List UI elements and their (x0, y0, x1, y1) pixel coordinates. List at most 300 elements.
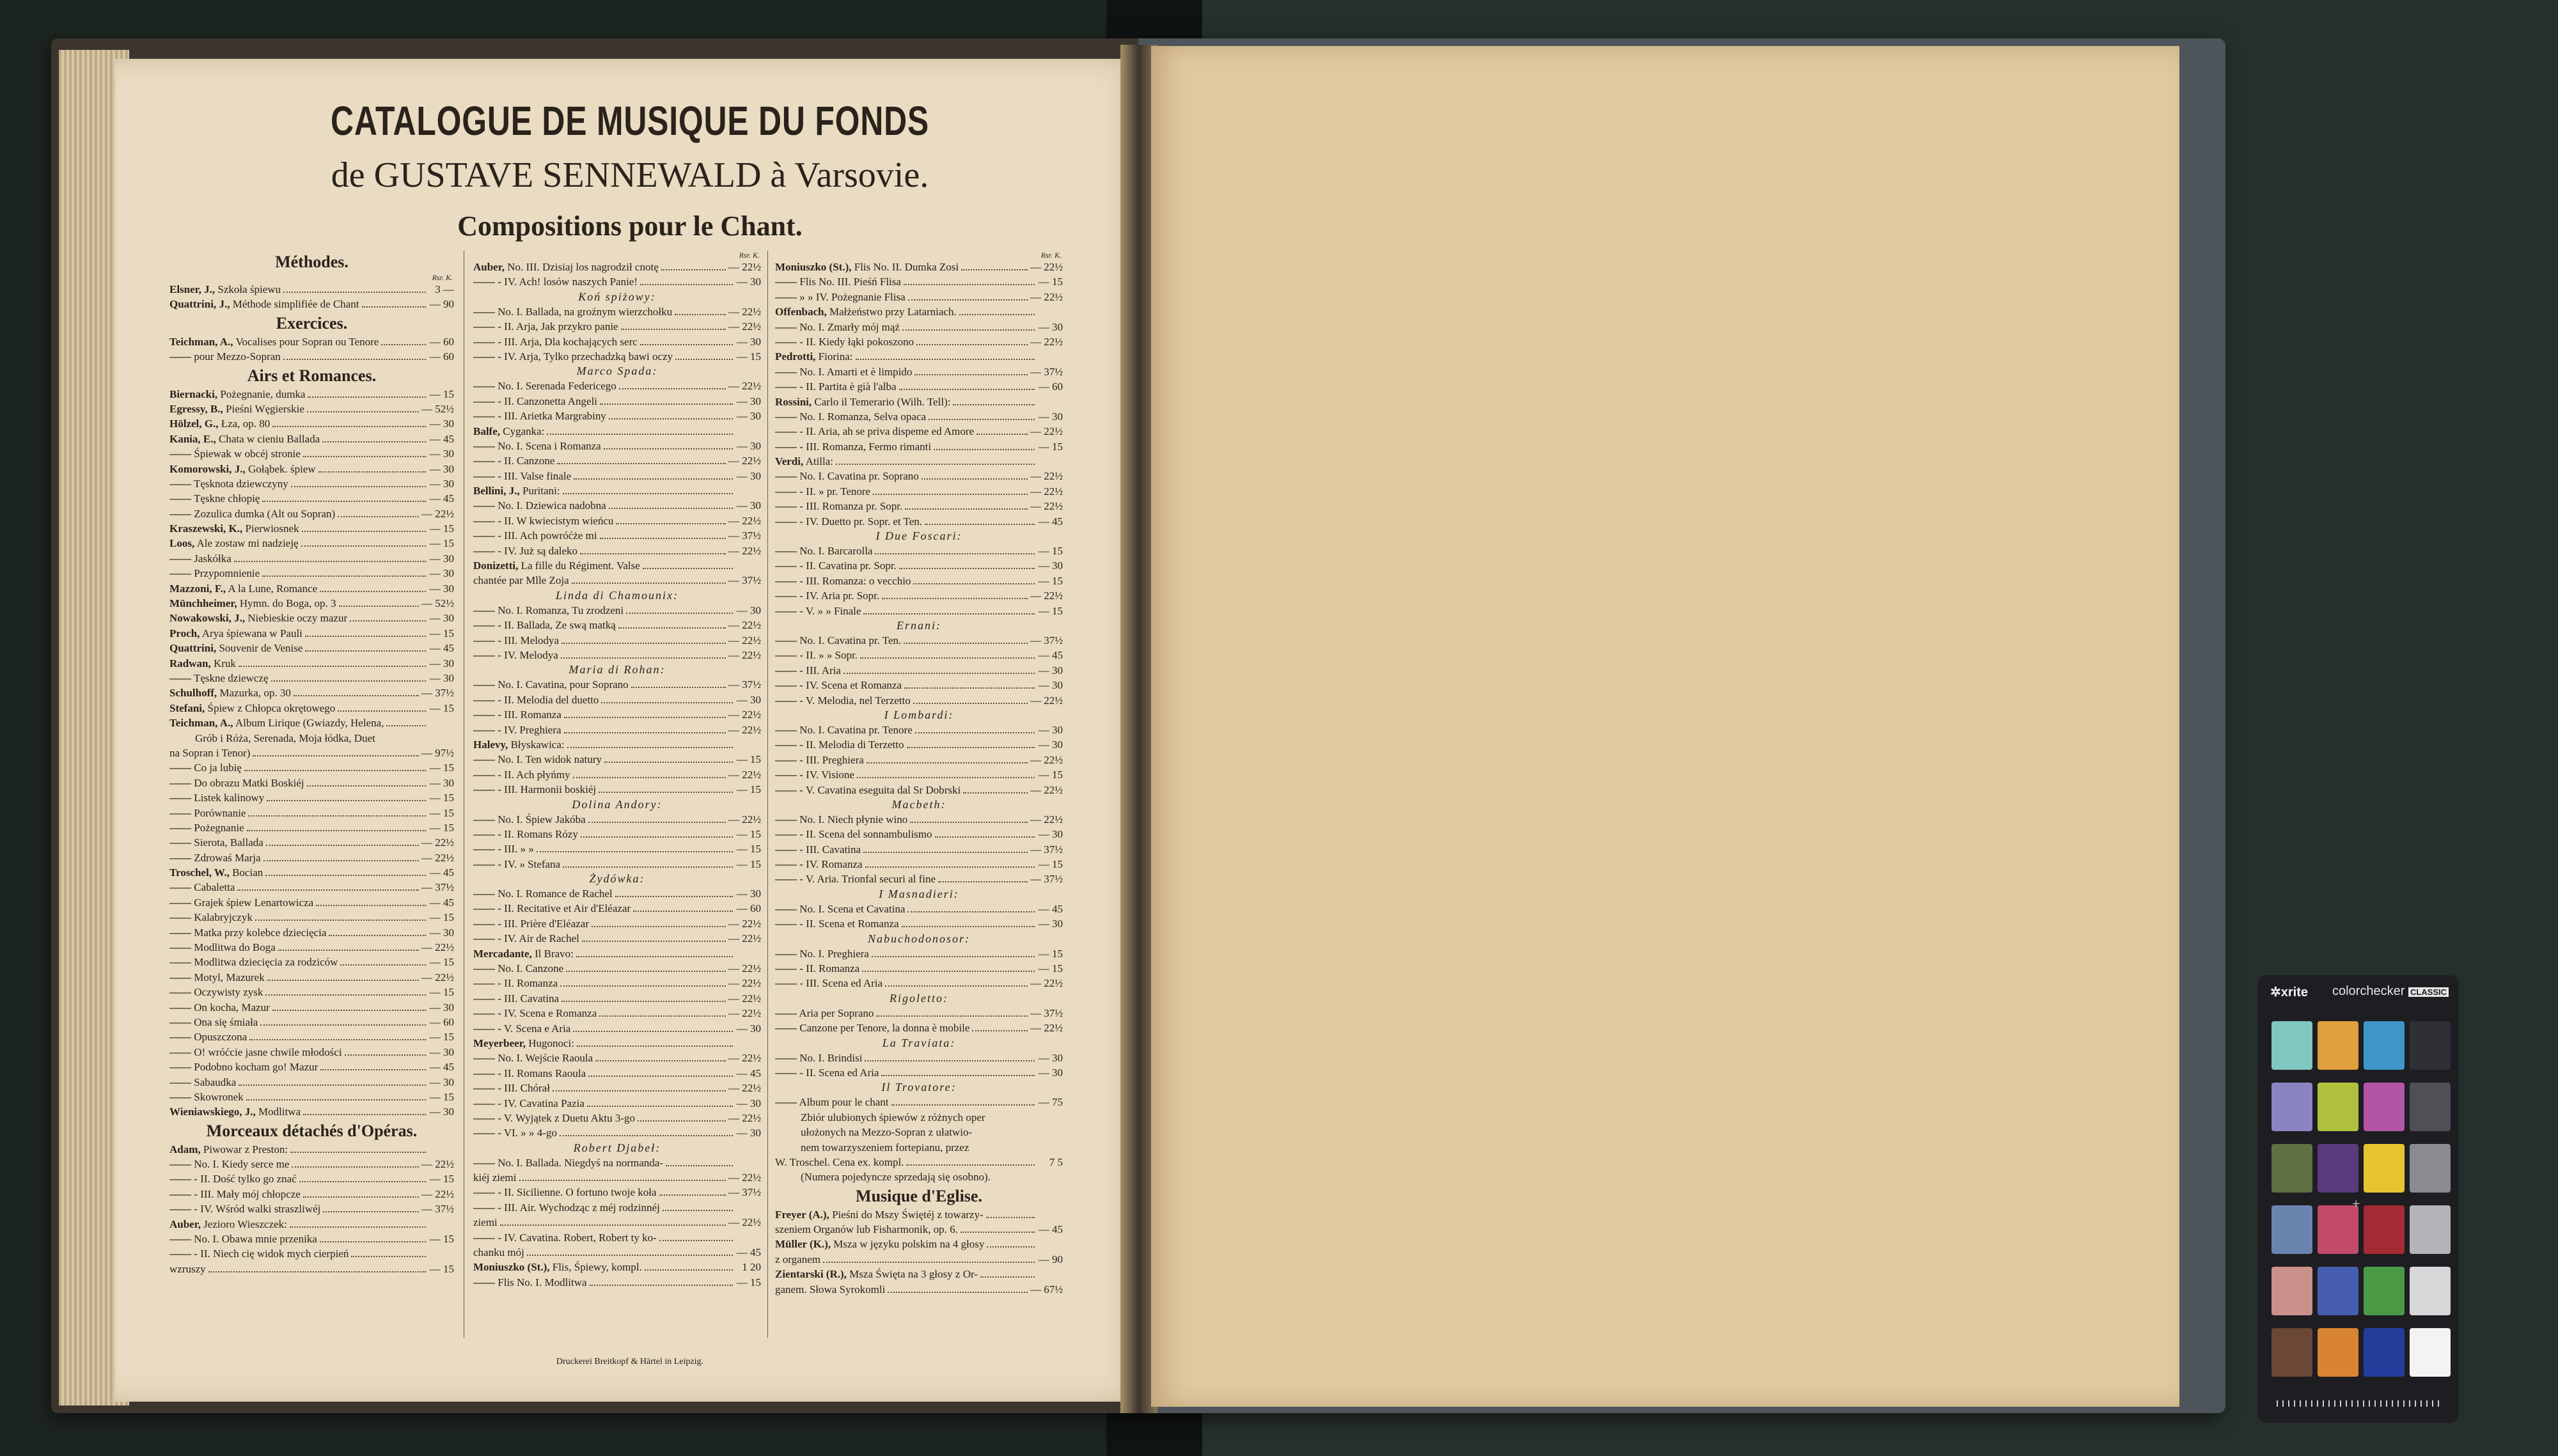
entry-composer: —— (473, 410, 495, 423)
entry-price: — 22½ (1030, 1022, 1063, 1035)
entry-price: — 22½ (728, 1111, 761, 1124)
entry-work: Błyskawica: (510, 738, 565, 751)
entry-composer: —— (473, 962, 495, 975)
opera-subheading: Żydówka: (589, 872, 645, 886)
entry-text (775, 304, 957, 319)
catalogue-entry (169, 402, 454, 416)
entry-text (169, 910, 253, 925)
entry-composer: —— (473, 1231, 495, 1244)
entry-work: - II. W kwiecistym wieńcu (498, 514, 614, 527)
entry-price: — 15 (1038, 858, 1063, 871)
entry-composer: Proch, (169, 627, 200, 639)
entry-price: — 15 (1038, 962, 1063, 975)
entry-composer: —— (473, 648, 495, 661)
leader-dots (260, 1024, 426, 1026)
entry-text (775, 395, 950, 409)
entry-composer: Donizetti, (473, 560, 519, 572)
entry-composer: —— (169, 1187, 191, 1200)
entry-price: — 30 (1038, 664, 1063, 677)
catalogue-entry (169, 776, 454, 790)
entry-text (473, 648, 558, 662)
entry-price: — 30 (736, 1127, 761, 1139)
entry-composer: —— (473, 604, 495, 616)
entry-composer: —— (169, 792, 191, 804)
entry-price: — 37½ (421, 687, 454, 700)
entry-work: Msza Święta na 3 głosy z Or- (849, 1268, 978, 1281)
entry-text (473, 1111, 635, 1125)
card-ruler (2277, 1400, 2440, 1407)
entry-text (169, 835, 263, 850)
entry-text (775, 290, 906, 304)
leader-dots (601, 702, 733, 703)
entry-work: - III. Preghiera (799, 753, 864, 766)
entry-text (775, 1065, 879, 1080)
entry-work: La fille du Régiment. Valse (521, 560, 640, 572)
leader-dots (600, 538, 726, 539)
entry-price: — 15 (1038, 769, 1063, 781)
entry-work: Podobno kocham go! Mazur (194, 1061, 318, 1074)
catalogue-entry (775, 1021, 1063, 1035)
entry-price: — 22½ (728, 813, 761, 826)
entry-composer: —— (169, 911, 191, 924)
catalogue-entry (169, 1029, 454, 1044)
entry-composer: —— (473, 380, 495, 393)
entry-work: Pieśni Węgierskie (226, 402, 304, 415)
catalogue-entry (775, 334, 1063, 349)
entry-composer: —— (775, 649, 797, 662)
entry-price: — 30 (1038, 320, 1063, 333)
leader-dots (283, 359, 426, 360)
entry-work: No. I. Śpiew Jakóba (498, 813, 586, 826)
leader-dots (863, 852, 1028, 853)
catalogue-entry (169, 551, 454, 566)
entry-price: — 15 (429, 1090, 454, 1103)
entry-text (775, 783, 961, 797)
entry-text (169, 955, 338, 969)
entry-text (775, 1252, 820, 1267)
entry-text (473, 483, 560, 498)
leader-dots (916, 344, 1028, 345)
leader-dots (255, 920, 426, 921)
entry-composer: —— (775, 902, 797, 915)
entry-work: - IV. Scena e Romanza (498, 1007, 597, 1020)
entry-work: ziemi (473, 1216, 498, 1229)
entry-work: - IV. Romanza (799, 858, 863, 871)
leader-dots (320, 591, 426, 592)
entry-text (169, 581, 317, 596)
entry-price: — 45 (429, 432, 454, 445)
catalogue-entry (473, 857, 761, 872)
entry-work: - IV. Visione (799, 769, 854, 781)
entry-composer: —— (169, 986, 191, 999)
entry-composer: —— (473, 514, 495, 527)
entry-text (473, 782, 596, 797)
entry-work: - II. Melodia di Terzetto (799, 739, 904, 751)
price-column-header: Rsr. K. (1040, 251, 1062, 260)
opera-subheading: I Masnadieri: (879, 887, 959, 900)
xrite-logo: ✲xrite (2270, 985, 2309, 999)
entry-price: — 22½ (728, 1171, 761, 1184)
leader-dots (564, 717, 726, 718)
leader-dots (972, 1030, 1028, 1031)
entry-composer: —— (775, 947, 797, 960)
leader-dots (557, 463, 726, 464)
entry-price: — 30 (429, 657, 454, 669)
entry-text (169, 880, 235, 895)
leader-dots (265, 994, 426, 996)
catalogue-entry (169, 1045, 454, 1060)
catalogue-entry (775, 663, 1063, 678)
entry-composer: —— (473, 1276, 495, 1288)
catalogue-entry (169, 1202, 454, 1216)
leader-dots (239, 666, 426, 667)
leader-dots (959, 314, 1035, 315)
entry-work: No. I. Canzone (498, 962, 564, 975)
entry-composer: —— (473, 1007, 495, 1020)
entry-composer: Teichman, A., (169, 335, 233, 348)
entry-price: — 22½ (421, 971, 454, 983)
entry-work: Skowronek (194, 1090, 244, 1103)
entry-price: — 30 (429, 448, 454, 460)
entry-composer: Verdi, (775, 455, 804, 468)
entry-text (775, 424, 974, 439)
entry-text (775, 812, 907, 827)
color-patch (2272, 1205, 2312, 1254)
leader-dots (862, 971, 1035, 972)
catalogue-entry (169, 685, 454, 700)
catalogue-entry (775, 604, 1063, 618)
entry-work: No. I. Cavatina, pour Soprano (498, 678, 629, 691)
entry-price: — 60 (429, 335, 454, 348)
entry-composer: —— (473, 320, 495, 333)
leader-dots (875, 553, 1035, 554)
entry-text (775, 544, 872, 558)
catalogue-entry (775, 1267, 1063, 1281)
entry-continuation: Zbiór ulubionych śpiewów z różnych oper (801, 1111, 985, 1123)
leader-dots (599, 792, 733, 793)
leader-dots (616, 523, 726, 524)
catalogue-entry (169, 491, 454, 506)
entry-work: Modlitwa do Boga (194, 941, 276, 954)
catalogue-entry (473, 319, 761, 334)
entry-price: — 22½ (421, 941, 454, 954)
entry-price: — 30 (1038, 410, 1063, 423)
leader-dots (305, 650, 426, 652)
entry-composer: Wieniawskiego, J., (169, 1106, 256, 1118)
entry-price: — 30 (736, 604, 761, 616)
entry-work: No. I. Romanza, Selva opaca (799, 410, 927, 423)
entry-text (169, 790, 264, 805)
entry-composer: —— (473, 902, 495, 915)
leader-dots (567, 747, 733, 748)
entry-text (473, 723, 561, 737)
entry-work: Sabaudka (194, 1076, 237, 1088)
entry-work: Szkoła śpiewu (217, 283, 281, 295)
entry-work: No. I. Amarti et è limpido (799, 365, 913, 378)
entry-composer: —— (473, 1186, 495, 1199)
entry-composer: —— (775, 290, 797, 303)
catalogue-entry (169, 1187, 454, 1202)
entry-work: Hymn. do Boga, op. 3 (239, 597, 336, 610)
entry-work: Fiorina: (818, 350, 853, 363)
entry-work: Chata w cieniu Ballada (219, 432, 320, 445)
leader-dots (905, 508, 1028, 510)
entry-work: - II. Romans Rózy (498, 827, 578, 840)
entry-work: - II. Ach płyńmy (498, 768, 570, 781)
leader-dots (351, 1256, 426, 1257)
leader-dots (553, 1090, 726, 1092)
entry-work: - IV. Air de Rachel (498, 932, 579, 945)
section-heading: Compositions pour le Chant. (457, 210, 803, 242)
entry-text (473, 812, 586, 827)
entry-work: Sierota, Ballada (194, 836, 263, 849)
catalogue-entry (473, 544, 761, 558)
entry-work: - III. Ach powróćże mi (498, 529, 597, 542)
leader-dots (563, 493, 733, 494)
entry-text (169, 297, 359, 311)
entry-composer: —— (169, 1248, 191, 1260)
entry-text (169, 1157, 289, 1171)
entry-text (473, 603, 624, 618)
catalogue-entry (169, 656, 454, 671)
entry-work: - III. Romanza: o vecchio (799, 574, 911, 587)
catalogue-entry (775, 469, 1063, 483)
entry-text (473, 528, 597, 543)
entry-text (169, 1104, 301, 1119)
entry-composer: —— (473, 977, 495, 990)
entry-price: — 22½ (1030, 753, 1063, 766)
color-patch (2364, 1083, 2405, 1131)
opera-subheading: Macbeth: (891, 797, 946, 811)
catalogue-entry (775, 857, 1063, 872)
entry-price: — 30 (736, 469, 761, 482)
entry-text (473, 260, 659, 274)
entry-composer: —— (473, 634, 495, 646)
leader-dots (904, 284, 1035, 285)
leader-dots (563, 866, 733, 868)
leader-dots (675, 359, 733, 360)
entry-text (775, 976, 883, 990)
entry-composer: Balfe, (473, 425, 501, 437)
entry-text (473, 916, 589, 931)
entry-price: — 45 (1038, 902, 1063, 915)
entry-work: - IV. Cavatina Pazia (498, 1097, 585, 1109)
entry-composer: —— (473, 529, 495, 542)
color-patch (2318, 1205, 2358, 1254)
catalogue-entry (775, 842, 1063, 857)
leader-dots (338, 710, 426, 712)
entry-price: — 22½ (728, 619, 761, 632)
entry-text (473, 886, 613, 901)
catalogue-entry (775, 424, 1063, 439)
catalogue-entry (169, 536, 454, 551)
leader-dots (913, 703, 1028, 704)
leader-dots (963, 792, 1028, 794)
entry-text (169, 850, 261, 865)
catalogue-entry (473, 1006, 761, 1021)
leader-dots (857, 777, 1035, 778)
entry-price: — 30 (736, 499, 761, 512)
entry-text (473, 1245, 524, 1260)
entry-work: - V. Melodia, nel Terzetto (799, 694, 911, 707)
entry-work: Kruk (213, 657, 236, 669)
entry-composer: Zientarski (R.), (775, 1268, 847, 1281)
entry-work: On kocha, Mazur (194, 1001, 270, 1014)
entry-text (775, 558, 897, 573)
entry-price: — 30 (1038, 679, 1063, 692)
entry-composer: —— (775, 590, 797, 602)
entry-work: - II. Romanza (799, 962, 860, 975)
entry-price: 1 20 (742, 1261, 761, 1274)
entry-composer: —— (169, 1061, 191, 1074)
entry-text (169, 334, 379, 349)
entry-price: — 30 (1038, 1066, 1063, 1079)
entry-composer: —— (775, 320, 797, 333)
entry-composer: Adam, (169, 1143, 201, 1155)
opera-subheading: Nabuchodonosor: (868, 932, 970, 945)
catalogue-entry (775, 349, 1063, 364)
entry-composer: —— (473, 335, 495, 348)
leader-dots (934, 449, 1035, 450)
colorchecker-label: colorchecker (2332, 984, 2405, 998)
leader-dots (519, 1180, 726, 1181)
entry-composer: —— (775, 1022, 797, 1035)
entry-work: - IV. Ach! losów naszych Panie! (498, 276, 638, 288)
catalogue-entry (169, 716, 454, 730)
entry-price: — 45 (429, 492, 454, 505)
catalogue-entry (775, 693, 1063, 708)
crosshair-mark: + (2352, 1196, 2360, 1212)
entry-text (473, 334, 638, 349)
leader-dots (891, 1104, 1035, 1106)
leader-dots (899, 389, 1035, 390)
catalogue-entry (775, 872, 1063, 886)
entry-work: - II. Canzonetta Angeli (498, 395, 598, 407)
leader-dots (980, 1276, 1035, 1278)
entry-text (473, 767, 570, 782)
entry-composer: —— (473, 678, 495, 691)
leader-dots (294, 695, 419, 696)
entry-work: - II. » » Sopr. (799, 649, 858, 662)
entry-text (169, 387, 305, 402)
catalogue-entry (169, 925, 454, 940)
entry-price: — 30 (736, 276, 761, 288)
entry-text (473, 558, 640, 573)
entry-text (775, 916, 899, 931)
catalogue-entry (473, 782, 761, 797)
leader-dots (573, 777, 726, 778)
leader-dots (865, 1060, 1035, 1061)
entry-work: - V. » » Finale (799, 604, 861, 617)
entry-price: — 15 (429, 387, 454, 400)
entry-text (473, 1215, 498, 1230)
entry-price: — 15 (429, 1233, 454, 1246)
leader-dots (640, 344, 733, 345)
leader-dots (580, 553, 726, 554)
catalogue-entry (473, 1230, 761, 1245)
leader-dots (609, 508, 733, 509)
leader-dots (619, 388, 726, 389)
catalogue-entry (169, 746, 454, 760)
entry-composer: —— (169, 1173, 191, 1186)
leader-dots (961, 269, 1028, 270)
entry-composer: Schulhoff, (169, 687, 217, 700)
entry-price: — 15 (1038, 604, 1063, 617)
entry-price: — 15 (429, 792, 454, 804)
catalogue-entry (169, 1015, 454, 1029)
entry-text (169, 506, 335, 521)
entry-text (473, 827, 578, 842)
entry-work: No. I. Barcarolla (799, 545, 873, 558)
entry-composer: Egressy, B., (169, 402, 223, 415)
catalogue-entry (169, 521, 454, 536)
catalogue-entry (473, 931, 761, 946)
catalogue-entry (473, 767, 761, 782)
entry-work: - III. Romanza pr. Sopr. (799, 500, 903, 513)
leader-dots (907, 747, 1035, 748)
leader-dots (299, 1181, 426, 1182)
entry-text (775, 857, 863, 872)
entry-text (775, 514, 922, 529)
entry-price: — 30 (429, 418, 454, 430)
entry-work: - III. Aria (799, 664, 841, 677)
entry-price: — 15 (429, 627, 454, 639)
entry-work: Vocalises pour Sopran ou Tenore (235, 335, 379, 348)
catalogue-entry (169, 462, 454, 476)
catalogue-entry (169, 1246, 454, 1261)
color-patch (2410, 1083, 2451, 1131)
entry-price: — 37½ (421, 1203, 454, 1216)
entry-price: — 22½ (1030, 590, 1063, 602)
entry-text (775, 1282, 885, 1297)
entry-work: Niebieskie oczy mazur (247, 612, 348, 625)
entry-price: — 15 (736, 350, 761, 363)
entry-composer: —— (169, 956, 191, 969)
leader-dots (913, 583, 1035, 584)
catalogue-entry (775, 304, 1063, 319)
entry-composer: Quattrini, (169, 642, 217, 655)
leader-dots (339, 606, 419, 607)
entry-price: — 45 (736, 1246, 761, 1259)
entry-text (169, 491, 260, 506)
leader-dots (262, 501, 426, 502)
entry-price: — 15 (429, 806, 454, 819)
entry-text (775, 379, 897, 394)
entry-price: — 22½ (421, 851, 454, 864)
color-patch (2364, 1205, 2405, 1254)
entry-text (169, 1142, 288, 1157)
entry-work: No. I. Zmarły mój mąż (799, 320, 900, 333)
entry-text (169, 1045, 342, 1060)
entry-work: - III. Romanza, Fermo rimanti (799, 440, 932, 453)
entry-price: — 22½ (728, 1216, 761, 1229)
leader-dots (234, 561, 426, 562)
entry-composer: Auber, (169, 1217, 201, 1230)
entry-work: - III. » » (498, 843, 534, 856)
entry-text (473, 677, 629, 692)
entry-text (169, 626, 302, 641)
entry-composer: Quattrini, J., (169, 298, 230, 311)
entry-work: - IV. » Stefana (498, 857, 561, 870)
catalogue-entry (775, 1282, 1063, 1297)
leader-dots (323, 1211, 419, 1212)
leader-dots (915, 732, 1035, 733)
entry-work: Flis, Śpiewy, kompl. (552, 1261, 642, 1274)
entry-work: - III. Romanza (498, 708, 561, 721)
entry-work: Modlitwa (258, 1106, 301, 1118)
catalogue-entry (169, 970, 454, 985)
entry-price: — 22½ (421, 1158, 454, 1171)
